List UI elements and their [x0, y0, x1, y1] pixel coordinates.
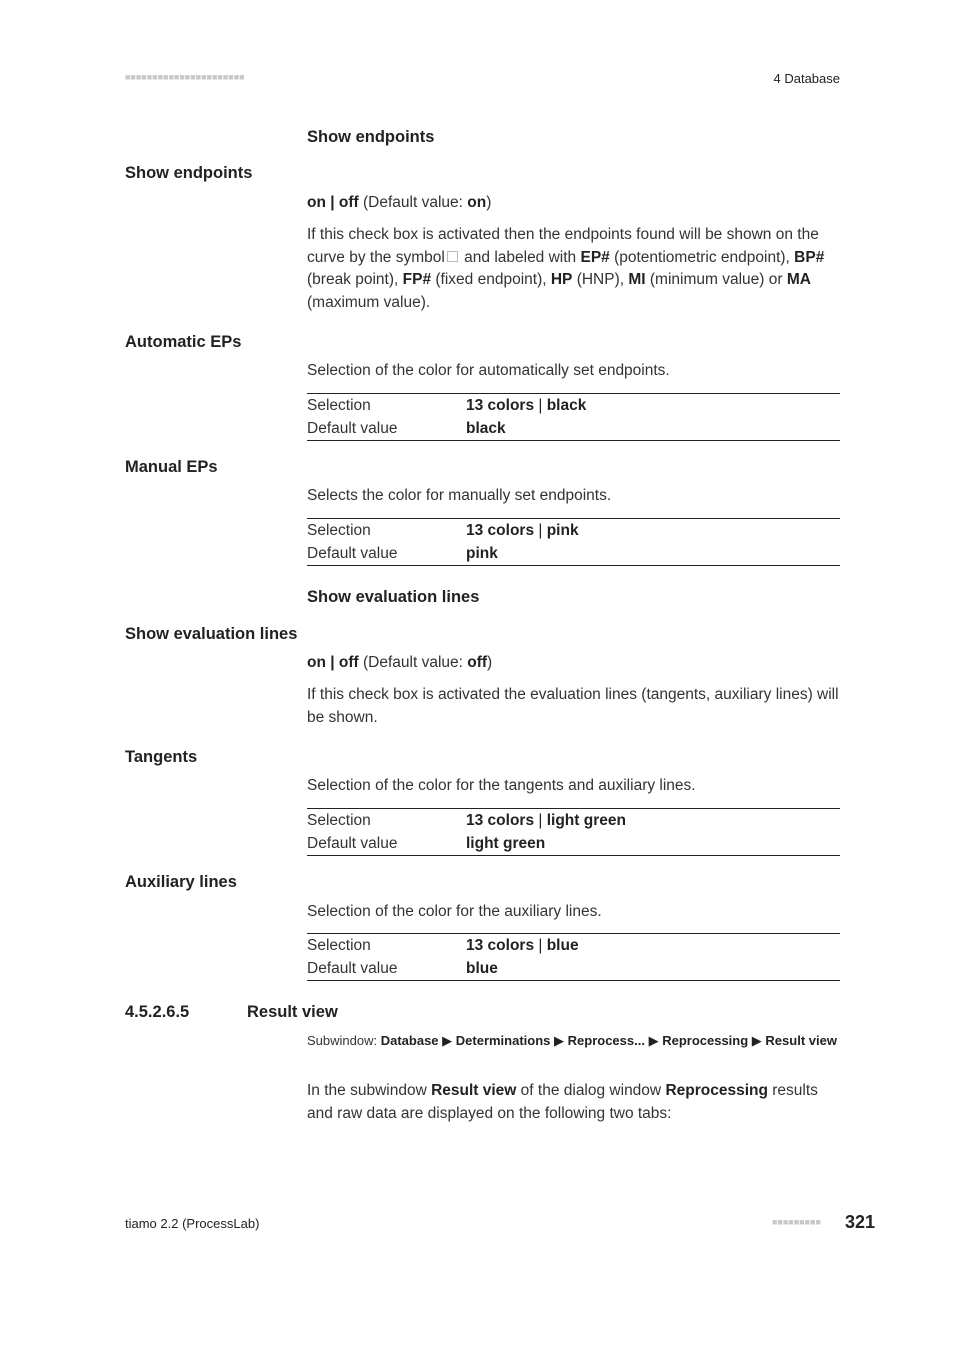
show-eval-lines-heading: Show evaluation lines [307, 588, 480, 606]
path-item: Result view [765, 1033, 837, 1048]
selection-default: light green [546, 811, 626, 829]
default-val: black [466, 419, 506, 437]
page-number: 321 [845, 1212, 876, 1232]
table-row [307, 542, 840, 565]
desc-text: of the dialog window [516, 1082, 666, 1099]
desc-text: (maximum value). [307, 293, 431, 311]
chapter-title: 4 Database [773, 71, 840, 86]
desc-text: If this check box is activated then the endpoints found will be shown on the curve by the symbol [307, 226, 819, 266]
path-item: Reprocessing [662, 1033, 749, 1048]
ma-label: MA [786, 271, 811, 288]
footer-product: tiamo 2.2 (ProcessLab) [125, 1216, 260, 1231]
selection-key: Selection [307, 936, 371, 954]
subwindow-path [307, 1031, 841, 1051]
auxiliary-lines-label: Auxiliary lines [125, 873, 237, 891]
ep-label: EP# [580, 248, 610, 266]
show-endpoints-label: Show endpoints [125, 164, 253, 182]
selection-value [466, 397, 586, 415]
automatic-eps-description: Selection of the color for automatically set endpoints. [307, 362, 670, 379]
result-view-term: Result view [431, 1082, 517, 1099]
tangents-table [307, 808, 840, 856]
fp-label: FP# [402, 271, 432, 288]
table-row [307, 832, 840, 855]
show-endpoints-heading: Show endpoints [307, 128, 435, 146]
path-item: Reprocess... [567, 1033, 645, 1048]
tangents-description: Selection of the color for the tangents and auxiliary lines. [307, 777, 696, 794]
selection-default: pink [546, 521, 579, 539]
default-suffix: ) [486, 194, 492, 211]
separator: | [534, 811, 547, 829]
default-prefix: (Default value: [358, 654, 468, 671]
show-eval-lines-label: Show evaluation lines [125, 625, 298, 643]
desc-text: (potentiometric endpoint), [609, 248, 795, 266]
desc-text: (HNP), [572, 271, 629, 288]
endpoint-symbol-icon [447, 251, 458, 262]
automatic-eps-label: Automatic EPs [125, 333, 242, 351]
default-val: blue [466, 959, 498, 977]
desc-text: In the subwindow [307, 1082, 432, 1099]
table-row [307, 934, 840, 957]
table-row [307, 417, 840, 440]
bp-label: BP# [794, 248, 825, 266]
selection-count: 13 colors [466, 396, 535, 414]
footer-dots: ■■■■■■■■■ [772, 1217, 821, 1227]
mi-label: MI [628, 271, 646, 288]
desc-text: and labeled with [459, 248, 581, 266]
tangents-label: Tangents [125, 748, 198, 766]
table-row [307, 519, 840, 542]
reprocessing-term: Reprocessing [665, 1082, 768, 1099]
onoff-text: on | off [307, 194, 359, 211]
selection-count: 13 colors [466, 936, 535, 954]
result-view-description [307, 1080, 841, 1125]
default-key: Default value [307, 544, 398, 562]
section-title: Result view [247, 1003, 338, 1021]
arrow-icon: ▶ [438, 1033, 456, 1048]
onoff-text: on | off [307, 654, 359, 671]
table-row [307, 394, 840, 417]
section-number: 4.5.2.6.5 [125, 1003, 190, 1021]
desc-text: (break point), [307, 271, 403, 288]
show-eval-lines-default [307, 652, 841, 675]
selection-value [466, 937, 579, 955]
default-key: Default value [307, 959, 398, 977]
selection-value [466, 812, 626, 830]
default-val: light green [466, 834, 546, 852]
default-value: off [467, 654, 488, 671]
arrow-icon: ▶ [748, 1033, 766, 1048]
automatic-eps-table [307, 393, 840, 441]
separator: | [534, 521, 547, 539]
show-endpoints-description [307, 224, 841, 314]
desc-text: (fixed endpoint), [431, 271, 551, 288]
default-prefix: (Default value: [358, 194, 468, 211]
manual-eps-description: Selects the color for manually set endpoints. [307, 487, 612, 504]
header-dots: ■■■■■■■■■■■■■■■■■■■■■■ [125, 72, 245, 82]
subwindow-prefix: Subwindow: [307, 1033, 381, 1048]
path-item: Determinations [455, 1033, 551, 1048]
selection-count: 13 colors [466, 521, 535, 539]
selection-count: 13 colors [466, 811, 535, 829]
show-endpoints-default [307, 192, 841, 215]
selection-key: Selection [307, 811, 371, 829]
auxiliary-lines-description: Selection of the color for the auxiliary lines. [307, 903, 602, 920]
table-row [307, 809, 840, 832]
arrow-icon: ▶ [644, 1033, 663, 1048]
desc-text: results and raw data are displayed on the following two tabs: [307, 1082, 818, 1122]
default-suffix: ) [487, 654, 493, 671]
default-val: pink [466, 544, 498, 562]
path-item: Database [380, 1033, 439, 1048]
selection-default: blue [546, 936, 579, 954]
separator: | [534, 936, 547, 954]
arrow-icon: ▶ [550, 1033, 568, 1048]
default-key: Default value [307, 419, 398, 437]
auxiliary-lines-table [307, 933, 840, 981]
default-key: Default value [307, 834, 398, 852]
default-value: on [467, 194, 487, 211]
hp-label: HP [550, 271, 573, 288]
selection-key: Selection [307, 396, 371, 414]
selection-key: Selection [307, 521, 371, 539]
selection-default: black [546, 396, 587, 414]
manual-eps-label: Manual EPs [125, 458, 218, 476]
manual-eps-table [307, 518, 840, 566]
separator: | [534, 396, 547, 414]
desc-text: (minimum value) or [645, 271, 787, 288]
table-row [307, 957, 840, 980]
selection-value [466, 522, 579, 540]
show-eval-lines-description: If this check box is activated the evaluation lines (tangents, auxiliary lines) will be shown. [307, 686, 839, 726]
